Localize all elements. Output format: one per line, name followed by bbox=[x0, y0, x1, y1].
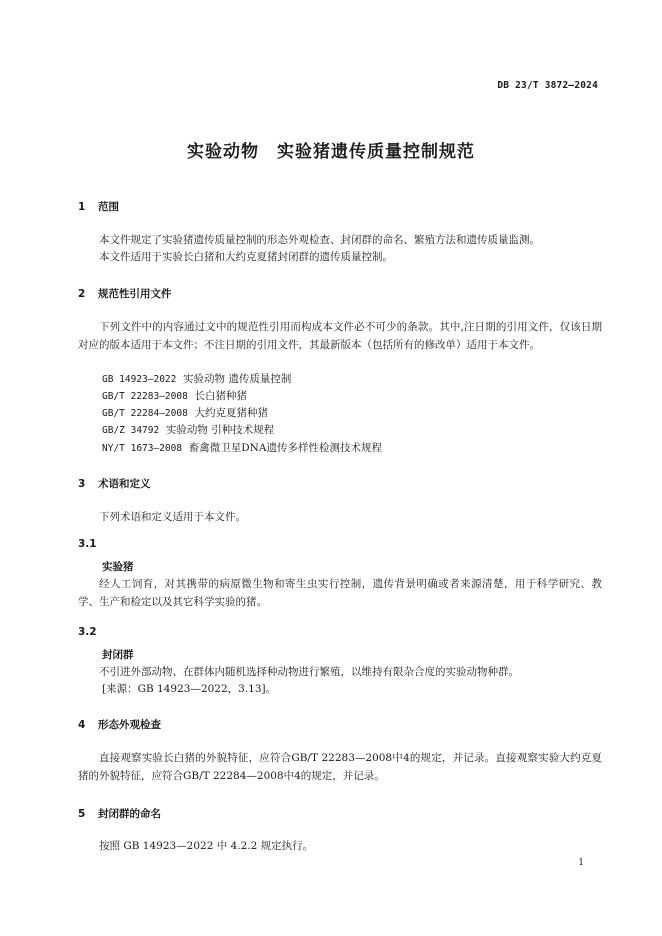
section-3-heading bbox=[78, 476, 151, 491]
section-5-para: 按照 GB 14923—2022 中 4.2.2 规定执行。 bbox=[99, 840, 314, 852]
section-1-para-2: 本文件适用于实验长白猪和大约克夏猪封闭群的遗传质量控制。 bbox=[99, 251, 393, 263]
term-3-2-name: 封闭群 bbox=[102, 649, 134, 661]
reference-name: 实验动物 遗传质量控制 bbox=[183, 373, 292, 385]
section-5-heading bbox=[78, 806, 161, 821]
reference-code: GB 14923—2022 bbox=[102, 374, 177, 385]
section-number: 3 bbox=[78, 478, 86, 490]
reference-name: 畜禽微卫星DNA遗传多样性检测技术规程 bbox=[188, 442, 382, 454]
reference-name: 大约克夏猪种猪 bbox=[194, 407, 268, 419]
document-title: 实验动物 实验猪遗传质量控制规范 bbox=[187, 142, 475, 162]
reference-code: NY/T 1673—2008 bbox=[102, 443, 183, 454]
section-4-heading bbox=[78, 717, 161, 732]
section-2-heading bbox=[78, 286, 172, 301]
reference-item bbox=[102, 440, 382, 458]
section-1-heading bbox=[78, 199, 119, 214]
section-title: 规范性引用文件 bbox=[98, 288, 172, 300]
document-code: DB 23/T 3872—2024 bbox=[497, 80, 598, 91]
term-3-1-number: 3.1 bbox=[78, 538, 97, 550]
page-number: 1 bbox=[578, 858, 584, 868]
term-3-1-name: 实验猪 bbox=[102, 561, 134, 573]
section-title: 范围 bbox=[98, 201, 119, 213]
section-number: 5 bbox=[78, 808, 86, 820]
reference-name: 长白猪种猪 bbox=[194, 390, 247, 402]
section-number: 2 bbox=[78, 288, 86, 300]
reference-item bbox=[102, 405, 268, 423]
term-3-2-source: [来源：GB 14923—2022，3.13]。 bbox=[102, 683, 277, 695]
section-2-intro: 下列文件中的内容通过文中的规范性引用而构成本文件必不可少的条款。其中,注日期的引用文件，仅该日期对应的版本适用于本文件；不注日期的引用文件，其最新版本（包括所有的修改单）适用于本文件。 bbox=[78, 321, 602, 351]
section-3-intro: 下列术语和定义适用于本文件。 bbox=[99, 511, 246, 523]
section-4-para: 直接观察实验长白猪的外貌特征，应符合GB/T 22283—2008中4的规定，并记录。直接观察实验大约克夏猪的外貌特征，应符合GB/T 22284—2008中4的规定，并记录。 bbox=[78, 752, 602, 782]
section-1-para-1: 本文件规定了实验猪遗传质量控制的形态外观检查、封闭群的命名、繁殖方法和遗传质量监测。 bbox=[99, 234, 540, 246]
reference-name: 实验动物 引种技术规程 bbox=[165, 424, 275, 436]
section-number: 4 bbox=[78, 719, 86, 731]
term-3-2-number: 3.2 bbox=[78, 626, 97, 638]
reference-item bbox=[102, 371, 291, 389]
reference-code: GB/T 22283—2008 bbox=[102, 391, 188, 402]
reference-item bbox=[102, 388, 247, 406]
section-title: 封闭群的命名 bbox=[98, 808, 161, 820]
section-title: 术语和定义 bbox=[98, 478, 151, 490]
reference-code: GB/Z 34792 bbox=[102, 425, 160, 436]
reference-code: GB/T 22284—2008 bbox=[102, 408, 188, 419]
term-3-2-definition: 不引进外部动物、在群体内随机选择种动物进行繁殖，以维持有限杂合度的实验动物种群。 bbox=[99, 666, 519, 678]
section-title: 形态外观检查 bbox=[98, 719, 161, 731]
section-number: 1 bbox=[78, 201, 86, 213]
reference-item bbox=[102, 422, 274, 440]
term-3-1-definition: 经人工饲育，对其携带的病原微生物和寄生虫实行控制，遗传背景明确或者来源清楚，用于科学研究、教学、生产和检定以及其它科学实验的猪。 bbox=[78, 578, 602, 608]
